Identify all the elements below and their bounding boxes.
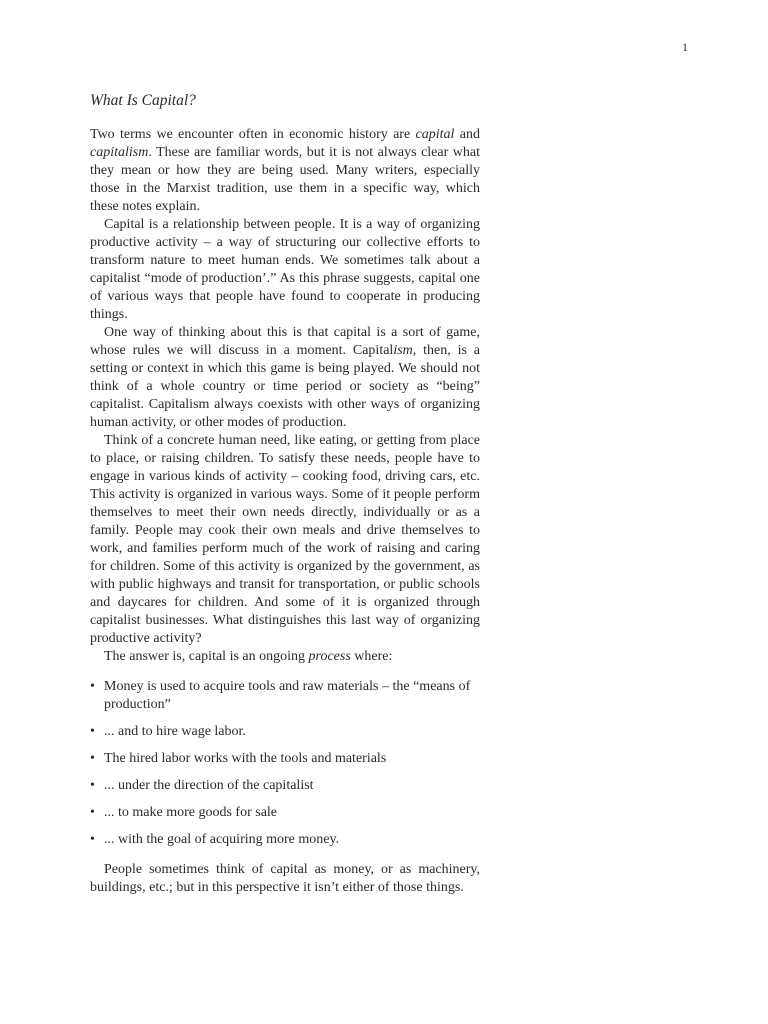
bullet-icon: • (90, 751, 95, 766)
paragraph-5 (90, 648, 480, 666)
paragraph-5-text-a: The answer is, capital is an ongoing (104, 649, 309, 664)
paragraph-3 (90, 324, 480, 432)
page-number: 1 (682, 40, 688, 54)
term-capitalism: capitalism (90, 145, 149, 160)
list-item (90, 831, 480, 849)
list-item (90, 678, 480, 714)
list-item (90, 804, 480, 822)
paragraph-4: Think of a concrete human need, like eating, or getting from place to place, or raising children. To satisfy these needs, people have to engage in various kinds of activity – cooking food, driving cars, etc. This activity is organized in various ways. Some of it people perform themselves to meet their own needs directly, individually or as a family. People may cook their own meals and drive themselves to work, and families perform much of the work of raising and caring for children. Some of this activity is organized by the government, as with public highways and transit for transportation, or public schools and daycares for children. And some of it is organized through capitalist businesses. What distinguishes this last way of organizing productive activity? (90, 433, 480, 646)
paragraph-1-text-b: and (454, 127, 480, 142)
section-heading: What Is Capital? (90, 92, 196, 109)
list-item (90, 777, 480, 795)
term-capital: capital (415, 127, 455, 142)
paragraph-3-text-a: One way of thinking about this is that capital is a sort of game, whose rules we will discuss in a moment. Capital (90, 325, 480, 358)
list-item-text: Money is used to acquire tools and raw materials – the “means of production” (104, 679, 471, 712)
paragraph-5-text-b: where: (350, 649, 393, 664)
bullet-icon: • (90, 805, 95, 820)
paragraph-1-text-a: Two terms we encounter often in economic history are (90, 127, 416, 142)
paragraph-1-text-c: . These are familiar words, but it is not always clear what they mean or how they are being used. Many writers, especially those in the Marxist tradition, use them in a specific way, which these notes explain. (90, 145, 480, 214)
bullet-icon: • (90, 679, 95, 694)
term-ism: ism (393, 343, 413, 358)
term-process: process (308, 649, 351, 664)
body-text (90, 92, 480, 897)
bullet-icon: • (90, 832, 95, 847)
list-item-text: ... to make more goods for sale (104, 805, 278, 820)
paragraph-1 (90, 126, 480, 216)
list-item-text: ... with the goal of acquiring more money. (104, 832, 340, 847)
bullet-list (90, 678, 480, 849)
list-item-text: ... under the direction of the capitalist (104, 778, 314, 793)
paragraph-2: Capital is a relationship between people. It is a way of organizing productive activity – a way of structuring our collective efforts to transform nature to meet human ends. We sometimes talk about a capitalist “mode of production’.” As this phrase suggests, capital one of various ways that people have found to cooperate in producing things. (90, 217, 480, 322)
bullet-icon: • (90, 778, 95, 793)
list-item (90, 723, 480, 741)
list-item (90, 750, 480, 768)
paragraph-6: People sometimes think of capital as money, or as machinery, buildings, etc.; but in this perspective it isn’t either of those things. (90, 862, 480, 895)
bullet-icon: • (90, 724, 95, 739)
list-item-text: The hired labor works with the tools and materials (104, 751, 387, 766)
list-item-text: ... and to hire wage labor. (104, 724, 246, 739)
paragraph-3-text-b: , then, is a setting or context in which this game is being played. We should not think of a whole country or time period or society as “being” capitalist. Capitalism always coexists with other ways of organizing human activity, or other modes of production. (90, 343, 480, 430)
